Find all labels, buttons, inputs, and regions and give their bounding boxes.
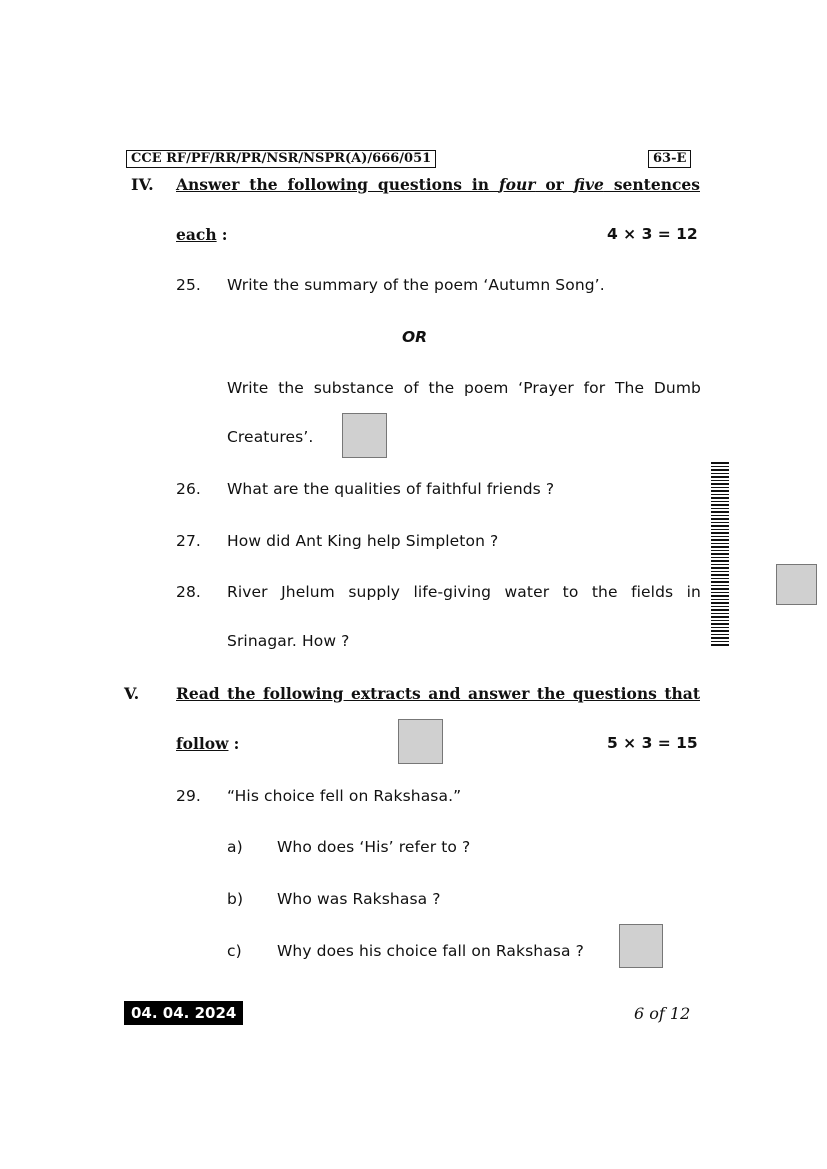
question-28-number: 28. bbox=[176, 583, 201, 601]
question-29-text: “His choice fell on Rakshasa.” bbox=[227, 787, 462, 805]
question-28-line1: River Jhelum supply life-giving water to the fields in bbox=[227, 583, 701, 601]
qr-code-icon bbox=[619, 924, 663, 968]
section-iv-number: IV. bbox=[131, 175, 154, 194]
instruction-emphasis-five: five bbox=[573, 175, 604, 194]
section-v-instruction-end bbox=[176, 734, 239, 753]
question-29-number: 29. bbox=[176, 787, 201, 805]
instruction-colon: : bbox=[221, 225, 228, 244]
instruction-emphasis-four: four bbox=[498, 175, 536, 194]
instruction-part: or bbox=[535, 175, 574, 194]
instruction-follow: follow bbox=[176, 734, 229, 753]
section-v-marks: 5 × 3 = 15 bbox=[607, 734, 698, 752]
barcode-icon bbox=[711, 462, 729, 648]
instruction-part: Answer the following questions in bbox=[176, 175, 499, 194]
qr-code-icon bbox=[342, 413, 387, 458]
question-26-text: What are the qualities of faithful friends ? bbox=[227, 480, 555, 498]
question-29a-text: Who does ‘His’ refer to ? bbox=[277, 838, 471, 856]
section-iv-marks: 4 × 3 = 12 bbox=[607, 225, 698, 243]
paper-code-box bbox=[648, 150, 691, 168]
exam-code: CCE RF/PF/RR/PR/NSR/NSPR(A)/666/051 bbox=[131, 151, 432, 166]
section-v-instruction: Read the following extracts and answer the questions that bbox=[176, 684, 700, 703]
exam-date-badge: 04. 04. 2024 bbox=[124, 1001, 243, 1025]
question-27-text: How did Ant King help Simpleton ? bbox=[227, 532, 499, 550]
question-26-number: 26. bbox=[176, 480, 201, 498]
question-29a-label: a) bbox=[227, 838, 243, 856]
page-number: 6 of 12 bbox=[634, 1004, 691, 1023]
qr-code-icon bbox=[398, 719, 443, 764]
question-29c-text: Why does his choice fall on Rakshasa ? bbox=[277, 942, 584, 960]
question-25-alt-line2: Creatures’. bbox=[227, 428, 314, 446]
or-separator: OR bbox=[402, 328, 428, 346]
paper-code: 63-E bbox=[653, 151, 687, 166]
question-29b-label: b) bbox=[227, 890, 244, 908]
question-27-number: 27. bbox=[176, 532, 201, 550]
question-25-alt-line1: Write the substance of the poem ‘Prayer for The Dumb bbox=[227, 379, 701, 397]
question-25-number: 25. bbox=[176, 276, 201, 294]
qr-code-icon bbox=[776, 564, 817, 605]
instruction-each: each bbox=[176, 225, 217, 244]
question-25-text: Write the summary of the poem ‘Autumn Song’. bbox=[227, 276, 605, 294]
section-v-number: V. bbox=[124, 684, 140, 703]
instruction-part: sentences bbox=[603, 175, 700, 194]
question-29c-label: c) bbox=[227, 942, 242, 960]
section-iv-instruction-end bbox=[176, 225, 227, 244]
question-29b-text: Who was Rakshasa ? bbox=[277, 890, 441, 908]
exam-code-box bbox=[126, 150, 436, 168]
section-iv-instruction bbox=[176, 175, 700, 194]
question-28-line2: Srinagar. How ? bbox=[227, 632, 350, 650]
instruction-colon: : bbox=[233, 734, 240, 753]
